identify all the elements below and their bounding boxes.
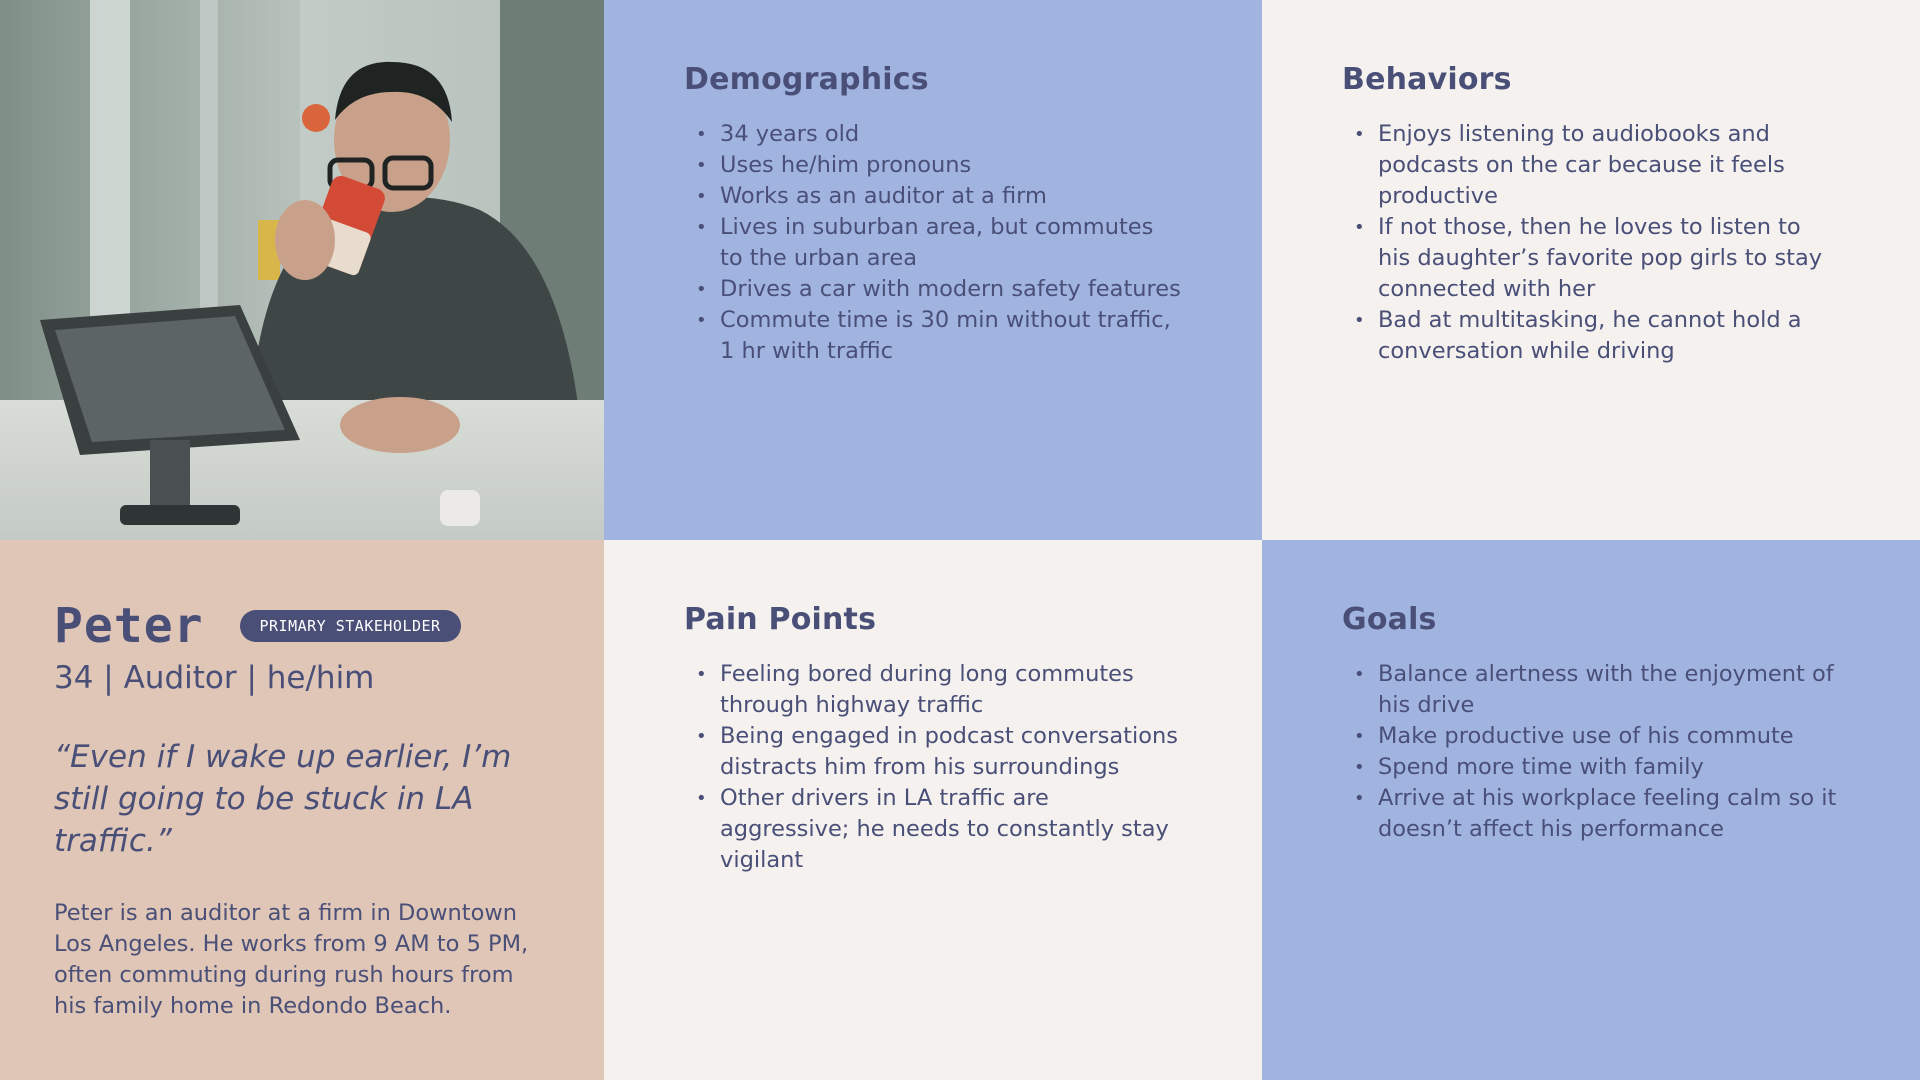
list-item: • Bad at multitasking, he cannot hold a conversation while driving bbox=[1378, 305, 1840, 367]
persona-subtitle: 34 | Auditor | he/him bbox=[54, 660, 375, 696]
list-item: • If not those, then he loves to listen to his daughter’s favorite pop girls to stay connected with her bbox=[1378, 212, 1840, 305]
pain-points-list bbox=[684, 659, 1182, 876]
list-item: • Balance alertness with the enjoyment of his drive bbox=[1378, 659, 1840, 721]
list-item: • Enjoys listening to audiobooks and podcasts on the car because it feels productive bbox=[1378, 119, 1840, 212]
behaviors-list bbox=[1342, 119, 1840, 367]
goals-list bbox=[1342, 659, 1840, 845]
demographics-panel bbox=[604, 0, 1262, 540]
demographics-list bbox=[684, 119, 1182, 367]
persona-quote: “Even if I wake up earlier, I’m still going to be stuck in LA traffic.” bbox=[54, 739, 512, 859]
behaviors-title: Behaviors bbox=[1342, 62, 1512, 97]
list-item: • Works as an auditor at a firm bbox=[720, 181, 1182, 212]
pain-points-panel bbox=[604, 540, 1262, 1080]
persona-bio: Peter is an auditor at a firm in Downtown Los Angeles. He works from 9 AM to 5 PM, often commuting during rush hours from his family home in Redondo Beach. bbox=[54, 900, 529, 1019]
demographics-title: Demographics bbox=[684, 62, 929, 97]
list-item: • Being engaged in podcast conversations distracts him from his surroundings bbox=[720, 721, 1182, 783]
list-item: • Uses he/him pronouns bbox=[720, 150, 1182, 181]
persona-photo bbox=[0, 0, 604, 540]
list-item: • Drives a car with modern safety features bbox=[720, 274, 1182, 305]
list-item: • Spend more time with family bbox=[1378, 752, 1840, 783]
goals-panel bbox=[1262, 540, 1920, 1080]
man-drinking-coffee-image bbox=[0, 0, 604, 540]
goals-title: Goals bbox=[1342, 602, 1437, 637]
list-item: • 34 years old bbox=[720, 119, 1182, 150]
list-item: • Commute time is 30 min without traffic, 1 hr with traffic bbox=[720, 305, 1182, 367]
pain-points-title: Pain Points bbox=[684, 602, 877, 637]
profile-panel bbox=[0, 540, 604, 1080]
behaviors-panel bbox=[1262, 0, 1920, 540]
list-item: • Lives in suburban area, but commutes to the urban area bbox=[720, 212, 1182, 274]
list-item: • Feeling bored during long commutes through highway traffic bbox=[720, 659, 1182, 721]
list-item: • Arrive at his workplace feeling calm so it doesn’t affect his performance bbox=[1378, 783, 1840, 845]
persona-name: Peter bbox=[54, 598, 204, 654]
stakeholder-badge: PRIMARY STAKEHOLDER bbox=[240, 610, 461, 642]
name-row bbox=[54, 598, 550, 654]
list-item: • Other drivers in LA traffic are aggressive; he needs to constantly stay vigilant bbox=[720, 783, 1182, 876]
list-item: • Make productive use of his commute bbox=[1378, 721, 1840, 752]
